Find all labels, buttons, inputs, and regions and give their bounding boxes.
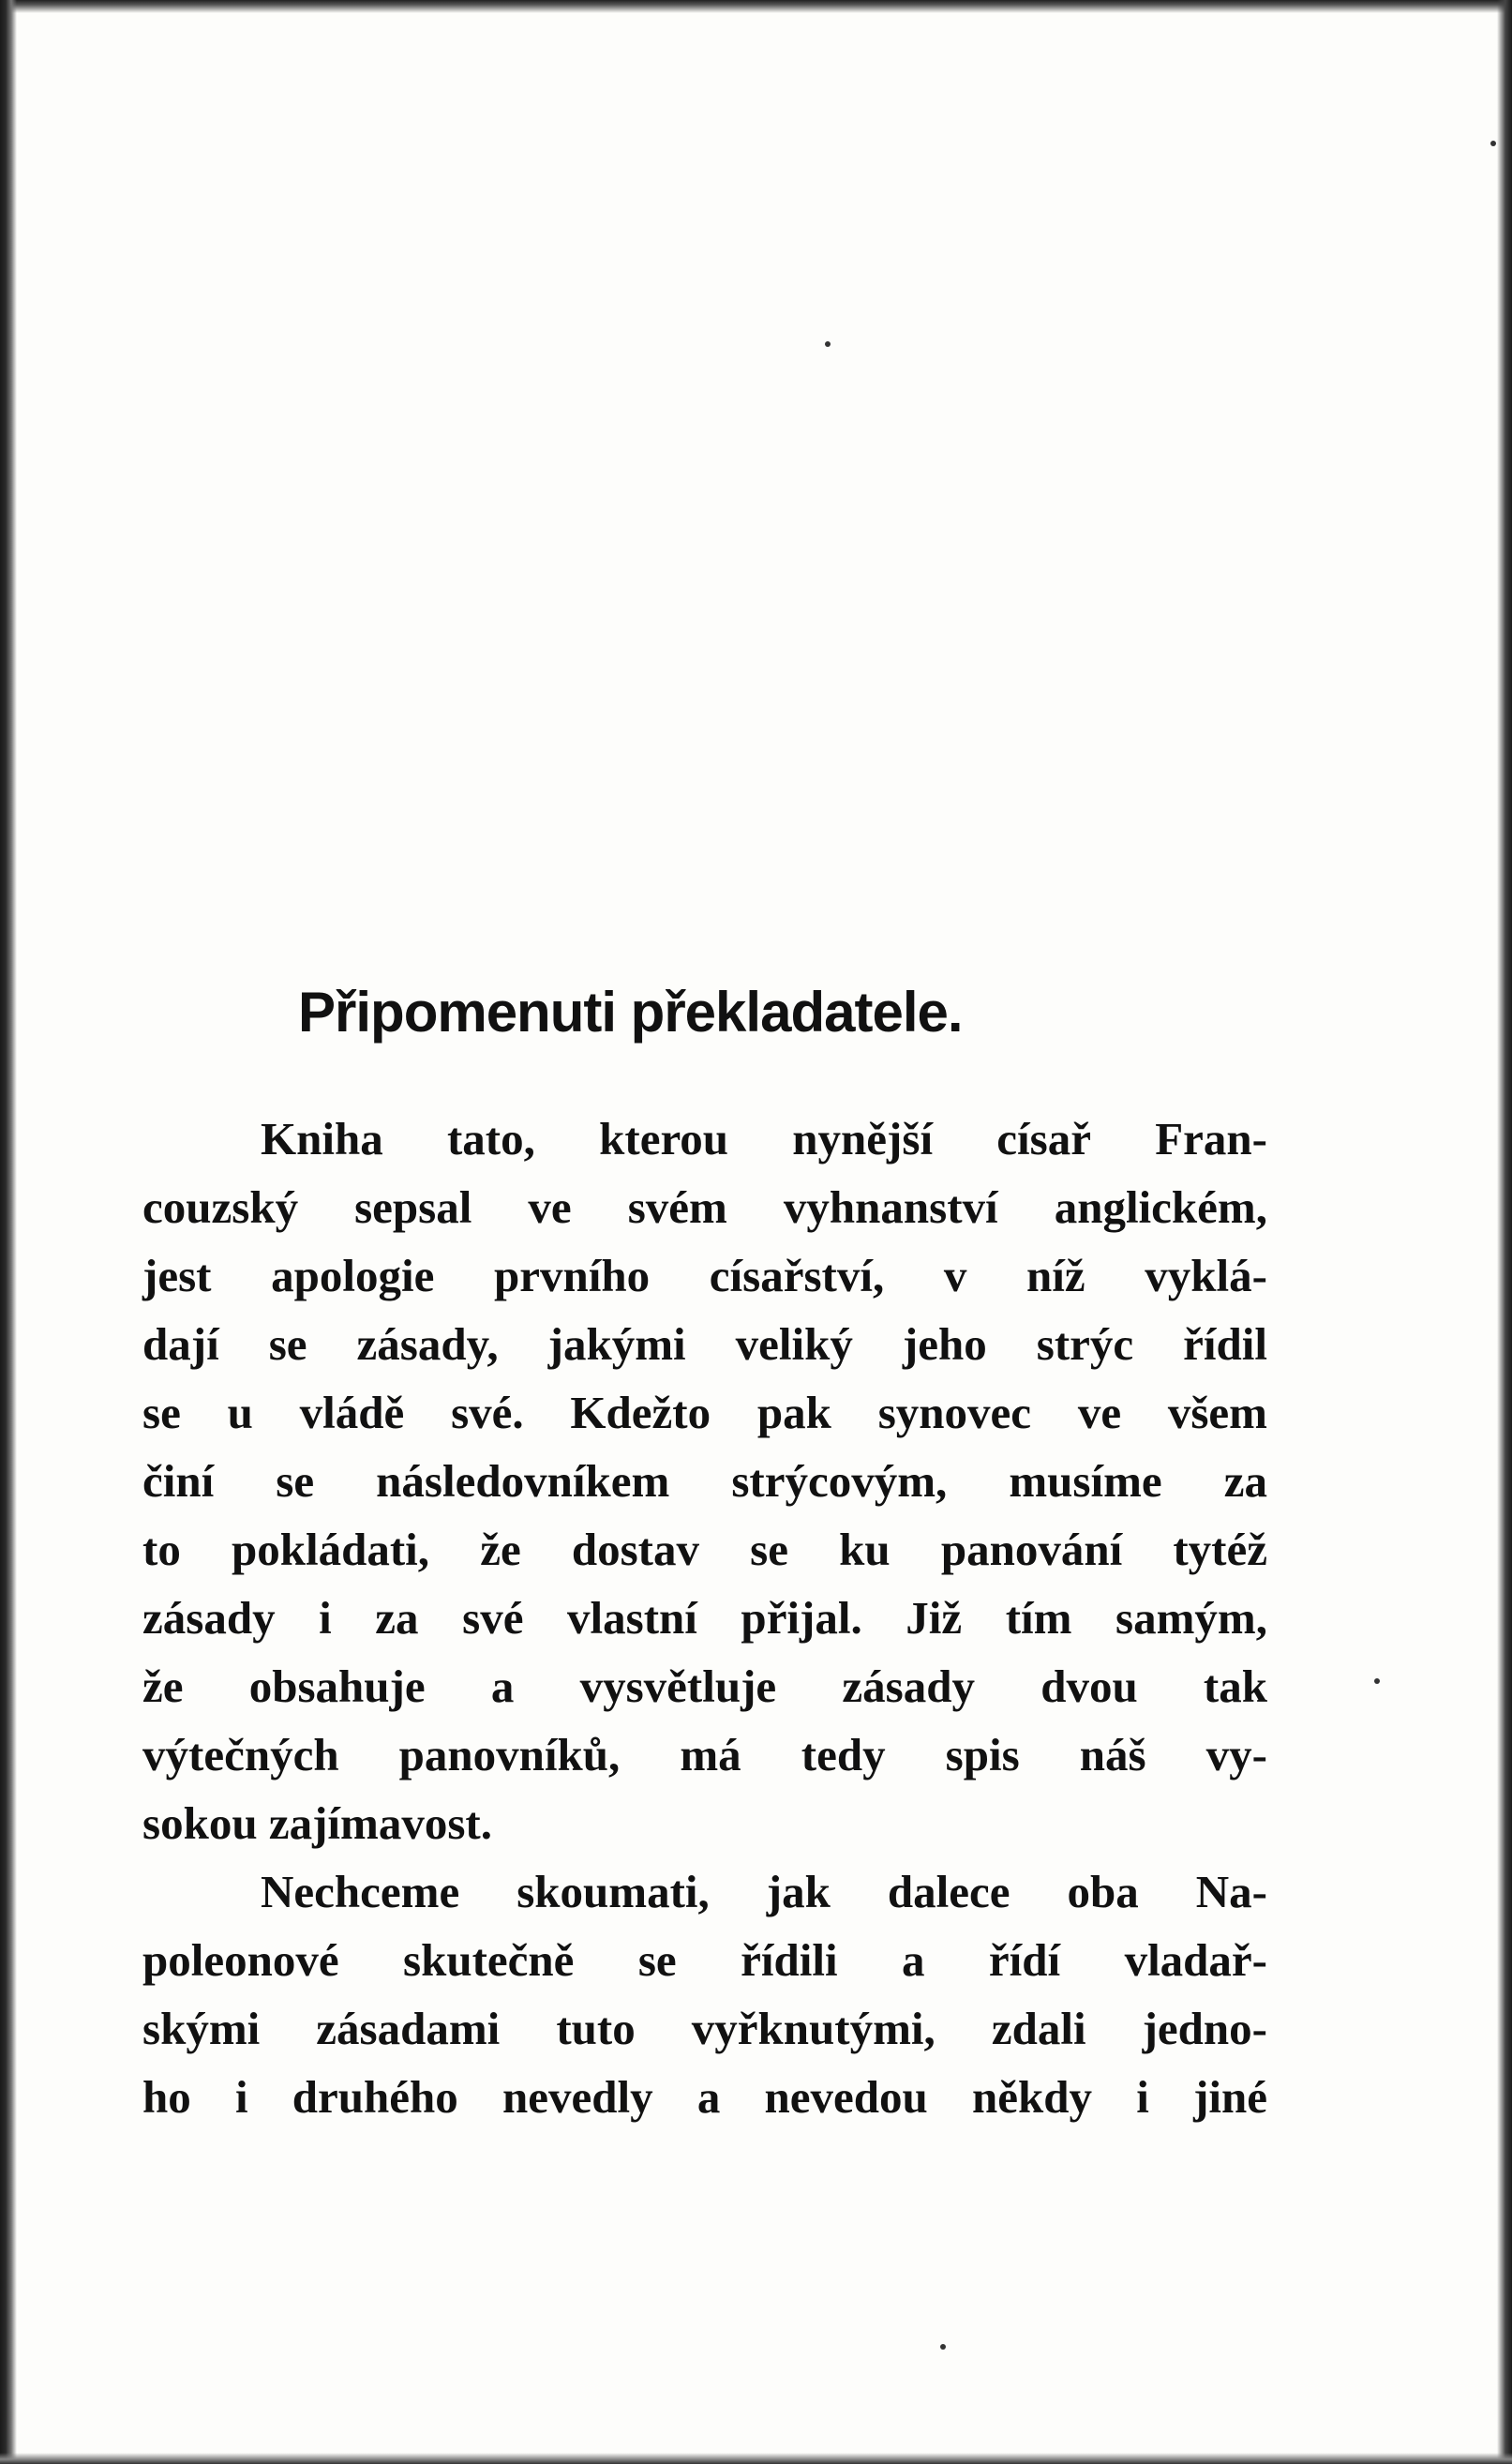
text-line: couzský sepsal ve svém vyhnanství anglickém, <box>142 1181 1267 1233</box>
text-line: dají se zásady, jakými veliký jeho strýc řídil <box>142 1318 1267 1370</box>
scan-edge-right <box>1497 0 1512 2464</box>
scan-speck <box>1490 141 1496 146</box>
scan-edge-bottom <box>0 2453 1512 2464</box>
body-text <box>142 1104 1267 2131</box>
text-line: sokou zajímavost. <box>142 1797 492 1849</box>
scan-speck <box>825 341 831 347</box>
text-line: skými zásadami tuto vyřknutými, zdali jedno- <box>142 2003 1267 2054</box>
text-line: poleonové skutečně se řídili a řídí vladař- <box>142 1934 1267 1986</box>
scan-speck <box>940 2344 946 2350</box>
scan-edge-left <box>0 0 17 2464</box>
text-line: ho i druhého nevedly a nevedou někdy i jiné <box>142 2071 1267 2123</box>
page-heading: Připomenuti překladatele. <box>298 981 963 1044</box>
text-line: jest apologie prvního císařství, v níž vyklá- <box>142 1250 1267 1301</box>
scan-speck <box>1374 1678 1380 1684</box>
text-line: výtečných panovníků, má tedy spis náš vy- <box>142 1729 1267 1780</box>
text-line: to pokládati, že dostav se ku panování tytéž <box>142 1524 1267 1575</box>
text-line: Kniha tato, kterou nynější císař Fran- <box>261 1113 1267 1164</box>
text-line: Nechceme skoumati, jak dalece oba Na- <box>261 1866 1267 1917</box>
text-line: že obsahuje a vysvětluje zásady dvou tak <box>142 1660 1267 1712</box>
text-line: činí se následovníkem strýcovým, musíme za <box>142 1455 1267 1507</box>
scan-edge-top <box>0 0 1512 13</box>
text-line: se u vládě své. Kdežto pak synovec ve všem <box>142 1387 1267 1438</box>
text-line: zásady i za své vlastní přijal. Již tím samým, <box>142 1592 1267 1644</box>
